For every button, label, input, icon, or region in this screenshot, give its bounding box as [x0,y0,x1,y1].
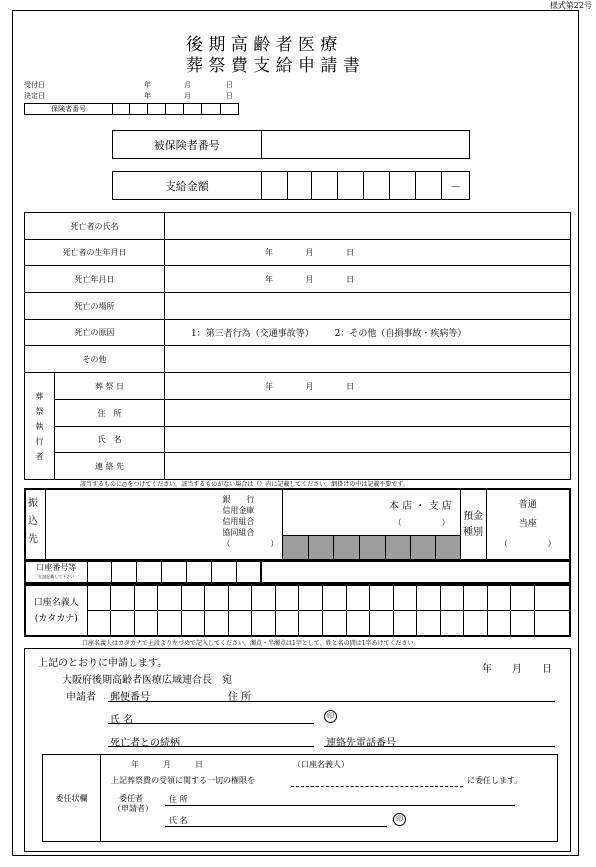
deceased-name-field[interactable] [165,213,571,240]
account-holder-char[interactable] [440,585,464,610]
account-holder-char[interactable] [346,610,370,636]
account-holder-char[interactable] [487,585,511,610]
account-holder-char[interactable] [252,585,276,610]
account-holder-label: 口座名義人 [33,597,79,608]
applicant-address-label: 住 所 [228,692,252,703]
insurer-digit[interactable] [113,104,130,115]
funeral-date-field[interactable] [165,373,571,400]
delegate-name-line[interactable] [291,786,463,787]
funeral-name-field[interactable] [165,427,571,453]
delegator-name-line[interactable] [165,826,387,827]
applicant-seal-icon: 印 [324,710,337,723]
account-holder-char[interactable] [205,585,229,610]
account-holder-char[interactable] [205,610,229,636]
bank-section-label: 振込先 [28,498,38,545]
account-holder-char[interactable] [87,610,111,636]
insurer-digit[interactable] [165,104,183,115]
applicant-address-line[interactable] [108,701,555,702]
bank-code-digit [360,535,386,560]
account-holder-char[interactable] [111,585,135,610]
account-holder-char[interactable] [134,610,158,636]
funeral-contact-label: 連 絡 先 [55,453,165,480]
amount-digit[interactable] [364,172,390,200]
delegator-label: 委任者 [119,794,143,803]
decided-day: 日 [226,92,233,100]
account-holder-char[interactable] [181,610,205,636]
account-number-table [24,560,571,584]
insured-number-field[interactable] [261,131,469,159]
account-holder-char[interactable] [534,610,570,636]
account-holder-char[interactable] [370,585,394,610]
delegation-text-1: 上記葬祭費の受領に関する一切の権限を [111,776,255,785]
account-holder-char[interactable] [299,585,323,610]
insurer-digit[interactable] [220,104,238,115]
insurer-number-table [24,103,239,115]
phone-line[interactable] [324,746,555,747]
bank-name-field[interactable] [25,489,283,560]
account-number-blank [261,561,570,583]
bank-table [24,488,571,561]
insurer-digit[interactable] [202,104,220,115]
form-title-line2: 葬 祭 費 支 給 申 請 書 [186,56,360,76]
deceased-birthdate-label: 死亡者の生年月日 [25,240,165,266]
insured-number-table [112,130,470,159]
other-label: その他 [25,346,165,373]
funeral-name-label: 氏 名 [55,427,165,453]
deceased-table [24,212,571,480]
deposit-normal[interactable]: 普通 [518,500,537,510]
amount-dash: － [442,172,470,200]
applicant-label: 申請者 [66,692,96,703]
delegation-field [101,755,558,842]
account-number-label-cell [25,561,87,583]
account-holder-char[interactable] [370,610,394,636]
received-day: 日 [226,81,233,89]
death-cause-label: 死亡の原因 [25,320,165,346]
funeral-day: 日 [346,381,355,391]
delegation-table [42,754,558,842]
decided-date-label: 決定日 [24,92,45,100]
account-holder-char[interactable] [440,610,464,636]
death-cause-field[interactable] [165,320,571,346]
account-holder-char[interactable] [111,610,135,636]
funeral-executor-label: 葬祭執行者 [25,373,55,480]
account-holder-char[interactable] [275,585,299,610]
account-holder-char[interactable] [228,585,252,610]
insurer-number-label: 保険者番号 [25,104,113,115]
account-digit[interactable] [236,561,261,583]
funeral-contact-field[interactable] [165,453,571,480]
amount-digit[interactable] [390,172,416,200]
account-holder-char[interactable] [417,610,441,636]
funeral-year: 年 [265,381,273,391]
decided-month: 月 [184,92,191,100]
account-digit[interactable] [136,561,161,583]
funeral-address-label: 住 所 [55,400,165,427]
branch-code-digit [410,535,435,560]
account-digit[interactable] [87,561,111,583]
cause-option-other[interactable]: 2：その他（自損事故・疾病等） [334,329,467,339]
payment-amount-label: 支給金額 [113,172,262,200]
account-holder-char[interactable] [134,585,158,610]
branch-field[interactable] [283,489,460,535]
branch-paren: （ ） [393,518,450,527]
branch-label: 本 店 ・ 支 店 [388,501,452,512]
deceased-name-label: 死亡者の氏名 [25,213,165,240]
account-digit[interactable] [111,561,136,583]
account-holder-char[interactable] [158,610,182,636]
application-addressee: 大阪府後期高齢者医療広域連合長 宛 [62,675,232,686]
bank-type-list[interactable] [222,494,278,549]
bank-code-digit [309,535,334,560]
funeral-month: 月 [305,381,314,391]
death-month: 月 [305,274,314,284]
account-holder-char[interactable] [228,610,252,636]
insurer-digit[interactable] [130,104,147,115]
amount-digit[interactable] [338,172,364,200]
form-title-line1: 後 期 高 齢 者 医 療 [186,35,338,55]
applicant-name-label: 氏 名 [110,715,134,726]
account-holder-char[interactable] [87,585,111,610]
account-holder-label-cell [25,585,87,636]
applicant-name-line[interactable] [108,723,314,724]
application-statement: 上記のとおりに申請します。 [38,658,168,669]
account-holder-char[interactable] [346,585,370,610]
amount-digit[interactable] [261,172,287,200]
delegator-seal-icon: 印 [393,813,406,826]
death-place-field[interactable] [165,293,571,320]
relation-line[interactable] [108,746,314,747]
form-number: 様式第22号 [549,1,592,10]
death-date-field[interactable] [165,266,571,293]
account-holder-char[interactable] [275,610,299,636]
account-holder-char[interactable] [417,585,441,610]
bank-type-credit-union[interactable]: 信用組合 [222,517,255,526]
death-year: 年 [265,274,273,284]
relation-label: 死亡者との続柄 [110,738,180,749]
postal-code-label: 郵便番号 [110,692,150,703]
received-date-label: 受付日 [24,81,45,89]
account-holder-char[interactable] [393,610,417,636]
death-date-label: 死亡年月日 [25,266,165,293]
branch-code-digit [435,535,460,560]
received-year: 年 [144,81,151,89]
amount-digit[interactable] [416,172,442,200]
insured-number-label: 被保険者番号 [113,131,262,159]
payment-amount-table [112,171,470,200]
funeral-address-field[interactable] [165,400,571,427]
delegation-text-2: に委任します。 [467,776,523,785]
account-holder-char[interactable] [511,610,535,636]
account-holder-char[interactable] [534,585,570,610]
account-holder-char[interactable] [158,585,182,610]
account-number-label: 口座番号等 [36,563,77,572]
amount-digit[interactable] [312,172,338,200]
amount-digit[interactable] [287,172,312,200]
note-top: 該当するものに○をつけてください。該当するものがない場合は（）内に記載してください。網掛けの中は記載不要です。 [80,481,409,488]
deposit-type-field[interactable] [486,489,570,560]
deceased-birthdate-field[interactable] [165,240,571,266]
account-holder-char[interactable] [464,610,488,636]
account-holder-sub: (カタカナ) [34,613,78,624]
account-holder-char[interactable] [464,585,488,610]
application-date[interactable]: 年 月 日 [482,664,552,675]
deposit-other[interactable]: （ ） [499,539,556,548]
note-bottom: 口座名義人はカタカナで上段より左づめで記入してください。濁点・半濁点は1字として、姓と名の間は1字あけてください。 [82,640,420,647]
account-digit[interactable] [186,561,211,583]
decided-year: 年 [144,92,151,100]
branch-code-digit [385,535,410,560]
bank-type-bank[interactable]: 銀 行 [222,495,255,504]
birth-month: 月 [305,248,314,257]
birth-day: 日 [346,248,355,257]
account-holder-char[interactable] [322,610,346,636]
account-holder-char[interactable] [511,585,535,610]
account-holder-char[interactable] [299,610,323,636]
bank-code-digit [283,535,309,560]
delegator-sub-label: （申請者） [113,804,153,813]
account-holder-char[interactable] [393,585,417,610]
account-holder-char[interactable] [487,610,511,636]
account-holder-char[interactable] [252,610,276,636]
delegator-address-line[interactable] [165,805,515,806]
death-place-label: 死亡の場所 [25,293,165,320]
phone-label: 連絡先電話番号 [326,738,396,749]
death-day: 日 [346,274,355,284]
insurer-digit[interactable] [147,104,165,115]
delegation-label: 委任状欄 [43,755,101,842]
bank-type-other[interactable]: （ ） [222,539,279,548]
bank-code-digit [334,535,360,560]
bank-type-shinkin[interactable]: 信用金庫 [222,506,255,515]
delegation-date[interactable]: 年 月 日 [131,760,203,769]
deposit-type-label: 預金種別 [460,489,486,560]
account-digit[interactable] [211,561,236,583]
funeral-date-label: 葬 祭 日 [55,373,165,400]
account-number-sub: 左詰記載して下さい [38,574,75,579]
delegation-account-holder: （口座名義人） [293,760,349,769]
account-holder-table [24,584,571,637]
cause-option-third-party[interactable]: 1：第三者行為（交通事故等） [191,329,314,339]
account-digit[interactable] [161,561,186,583]
insurer-digit[interactable] [184,104,202,115]
account-holder-char[interactable] [181,585,205,610]
bank-type-cooperative[interactable]: 協同組合 [222,528,255,537]
delegator-name-label: 氏 名 [169,816,188,825]
other-field[interactable] [165,346,571,373]
account-holder-char[interactable] [322,585,346,610]
received-month: 月 [184,81,191,89]
delegator-address-label: 住 所 [169,795,188,804]
bank-divider [45,490,46,559]
deposit-current[interactable]: 当座 [518,519,537,529]
birth-year: 年 [265,248,273,257]
